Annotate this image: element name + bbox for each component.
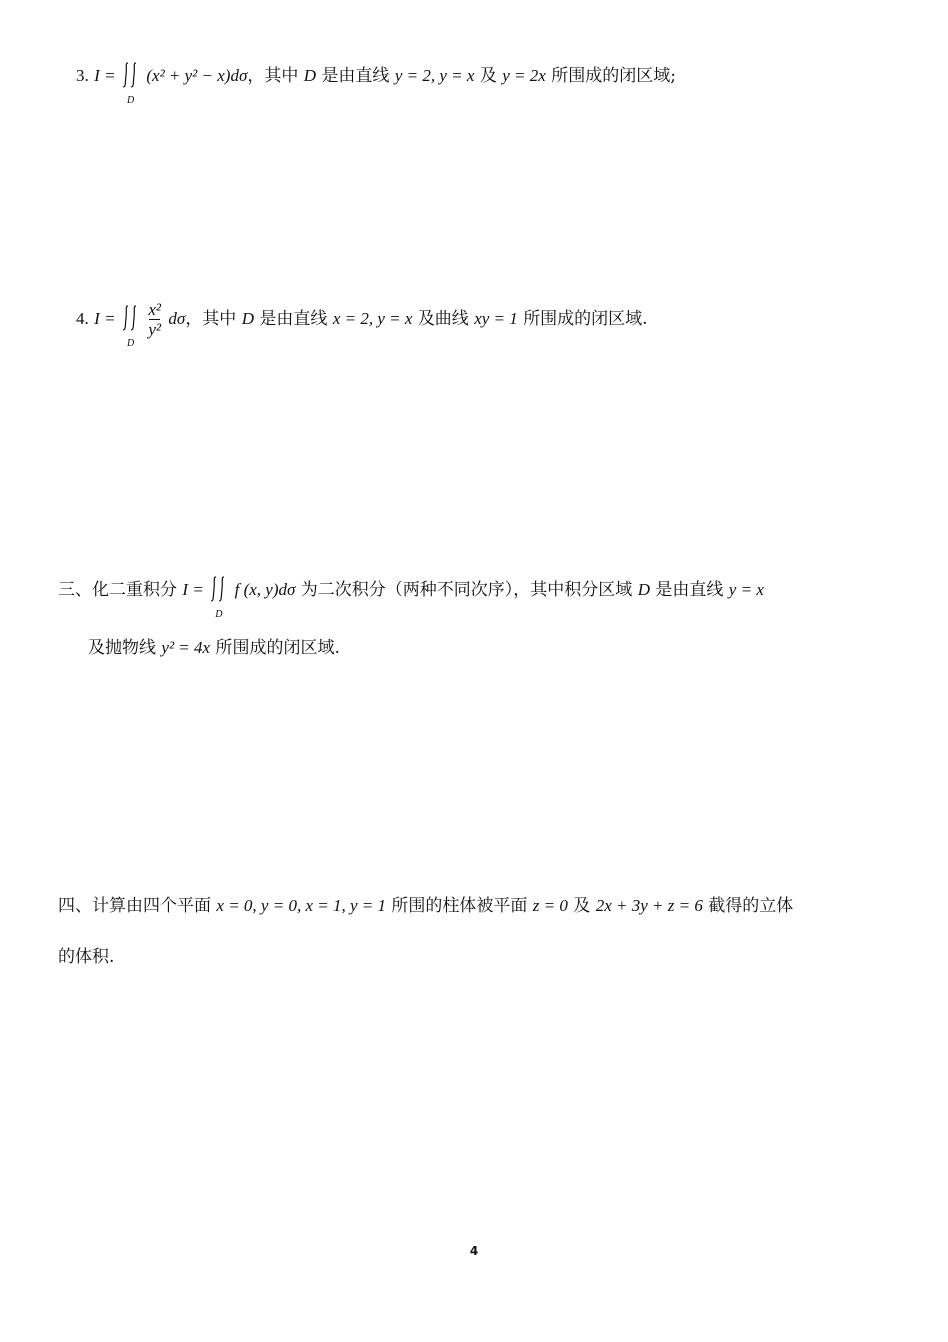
section-4-text-c: 的体积. (58, 947, 115, 967)
section-3-text-c: 及抛物线 (88, 638, 156, 658)
page-number: 4 (469, 1244, 479, 1258)
section-3-line: y = x (728, 580, 764, 599)
section-4-plane2: 2x + 3y + z = 6 (595, 896, 703, 915)
problem-4-text-mid: 是由直线 (259, 309, 328, 329)
problem-3-text-end: 所围成的闭区域; (551, 66, 676, 86)
section-3-line-1 (58, 578, 764, 620)
section-4-planes: x = 0, y = 0, x = 1, y = 1 (216, 896, 386, 915)
section-3-label: 三、化二重积分 (58, 580, 177, 600)
problem-4-and-curve: 及曲线 (417, 309, 469, 329)
problem-4-text-pre: ，其中 (185, 309, 237, 329)
section-4-plane1: z = 0 (532, 896, 568, 915)
problem-3-line3: y = 2x (502, 66, 546, 85)
problem-4 (76, 300, 648, 349)
section-3-text-a: 为二次积分（两种不同次序），其中积分区域 (300, 580, 633, 600)
problem-4-text-end: 所围成的闭区域. (523, 309, 648, 329)
integral-region-label: D (126, 337, 135, 349)
problem-3-and: 及 (479, 66, 497, 86)
problem-3 (76, 64, 676, 106)
fraction (148, 300, 161, 339)
problem-3-number: 3. (76, 66, 89, 85)
section-3-text-end: 所围成的闭区域. (215, 638, 340, 658)
section-3-text-b: 是由直线 (655, 580, 724, 600)
problem-4-curve: xy = 1 (474, 309, 518, 328)
section-4-line-2 (58, 945, 114, 969)
section-4-text-a: 所围的柱体被平面 (391, 896, 528, 916)
section-3-lhs: I = (182, 580, 204, 599)
section-3-integrand: f (x, y)dσ (234, 580, 296, 599)
fraction-denominator: y² (148, 320, 162, 339)
double-integral-sign (121, 308, 141, 349)
double-integral-sign (121, 65, 141, 106)
section-4-and: 及 (573, 896, 591, 916)
problem-3-text-mid: 是由直线 (321, 66, 390, 86)
problem-3-lhs: I = (94, 66, 116, 85)
section-4-line-1 (58, 894, 793, 918)
section-3-line-2 (88, 636, 340, 660)
problem-4-number: 4. (76, 309, 89, 328)
problem-4-lhs: I = (94, 309, 116, 328)
fraction-numerator: x² (148, 300, 162, 319)
problem-3-lines: y = 2, y = x (394, 66, 475, 85)
problem-3-region: D (303, 66, 317, 85)
section-4-text-b: 截得的立体 (708, 896, 794, 916)
problem-3-integrand: (x² + y² − x)dσ (146, 66, 248, 85)
section-3-region: D (637, 580, 650, 599)
section-4-label: 四、计算由四个平面 (58, 896, 211, 916)
integral-region-label: D (126, 94, 135, 106)
section-3-parabola: y² = 4x (161, 638, 211, 657)
integral-region-label: D (215, 608, 223, 620)
problem-4-lines: x = 2, y = x (332, 309, 413, 328)
double-integral-sign (209, 579, 229, 620)
problem-3-text-pre: ，其中 (247, 66, 299, 86)
problem-4-dsigma: dσ (168, 309, 186, 328)
problem-4-region: D (241, 309, 254, 328)
